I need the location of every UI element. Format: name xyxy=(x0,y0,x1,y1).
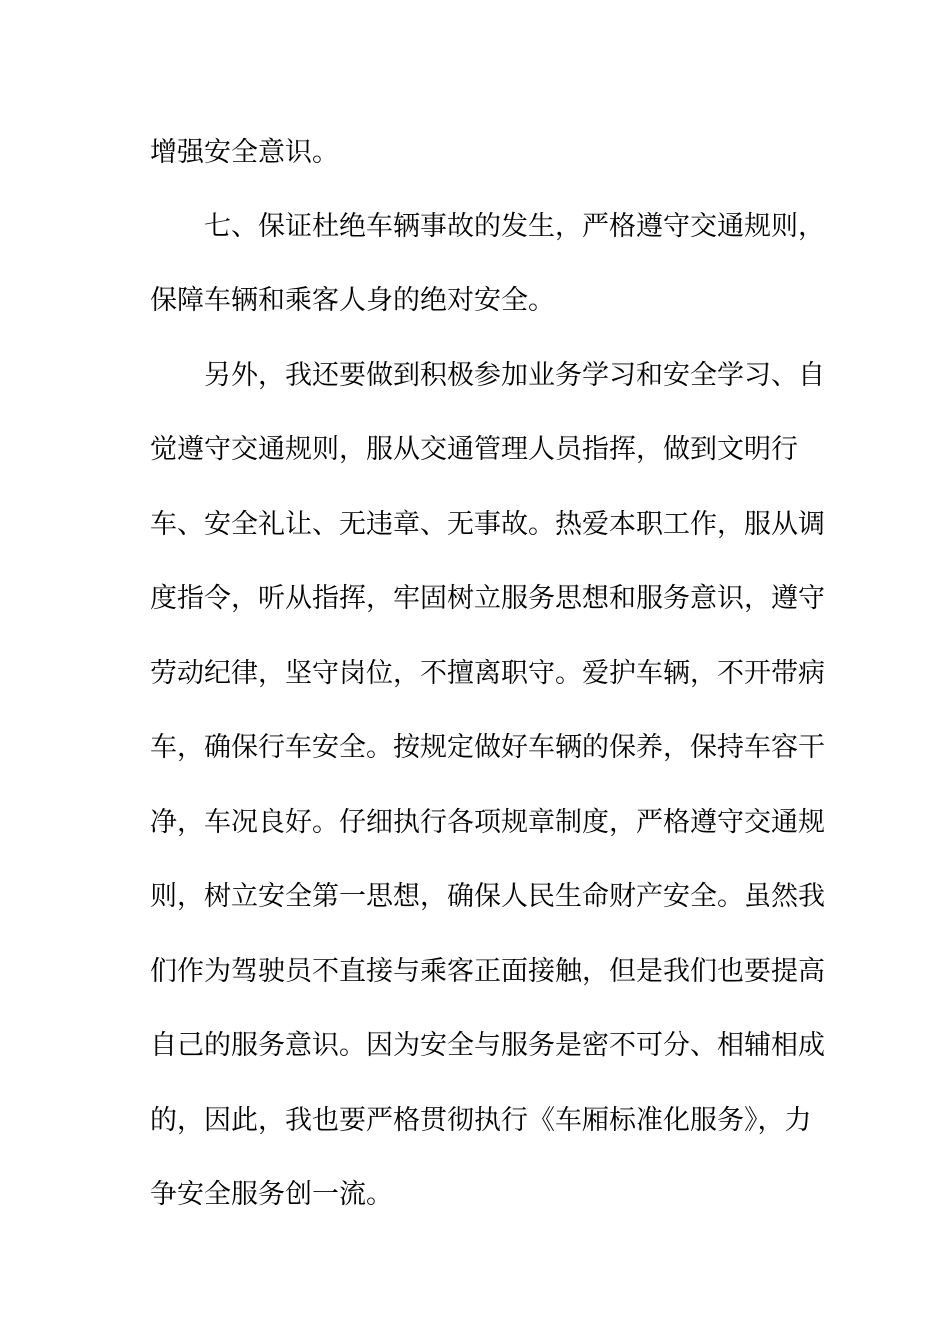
text-line: 争安全服务创一流。 xyxy=(150,1179,393,1210)
text-line: 则，树立安全第一思想，确保人民生命财产安全。虽然我 xyxy=(150,881,825,912)
text-line: 劳动纪律，坚守岗位，不擅离职守。爱护车辆，不开带病 xyxy=(150,658,825,689)
text-line: 们作为驾驶员不直接与乘客正面接触，但是我们也要提高 xyxy=(150,956,825,987)
text-line: 觉遵守交通规则，服从交通管理人员指挥，做到文明行 xyxy=(150,434,798,465)
text-line: 净，车况良好。仔细执行各项规章制度，严格遵守交通规 xyxy=(150,807,825,838)
text-line: 的，因此，我也要严格贯彻执行《车厢标准化服务》，力 xyxy=(150,1105,812,1136)
text-line: 度指令，听从指挥，牢固树立服务思想和服务意识，遵守 xyxy=(150,583,825,614)
text-line: 自己的服务意识。因为安全与服务是密不可分、相辅相成 xyxy=(150,1030,825,1061)
text-line: 增强安全意识。 xyxy=(150,137,339,168)
text-line: 七、保证杜绝车辆事故的发生，严格遵守交通规则， xyxy=(204,211,825,242)
text-line: 车，确保行车安全。按规定做好车辆的保养，保持车容干 xyxy=(150,732,825,763)
text-line: 保障车辆和乘客人身的绝对安全。 xyxy=(150,285,555,316)
text-line: 另外，我还要做到积极参加业务学习和安全学习、自 xyxy=(204,360,825,391)
text-line: 车、安全礼让、无违章、无事故。热爱本职工作，服从调 xyxy=(150,509,825,540)
